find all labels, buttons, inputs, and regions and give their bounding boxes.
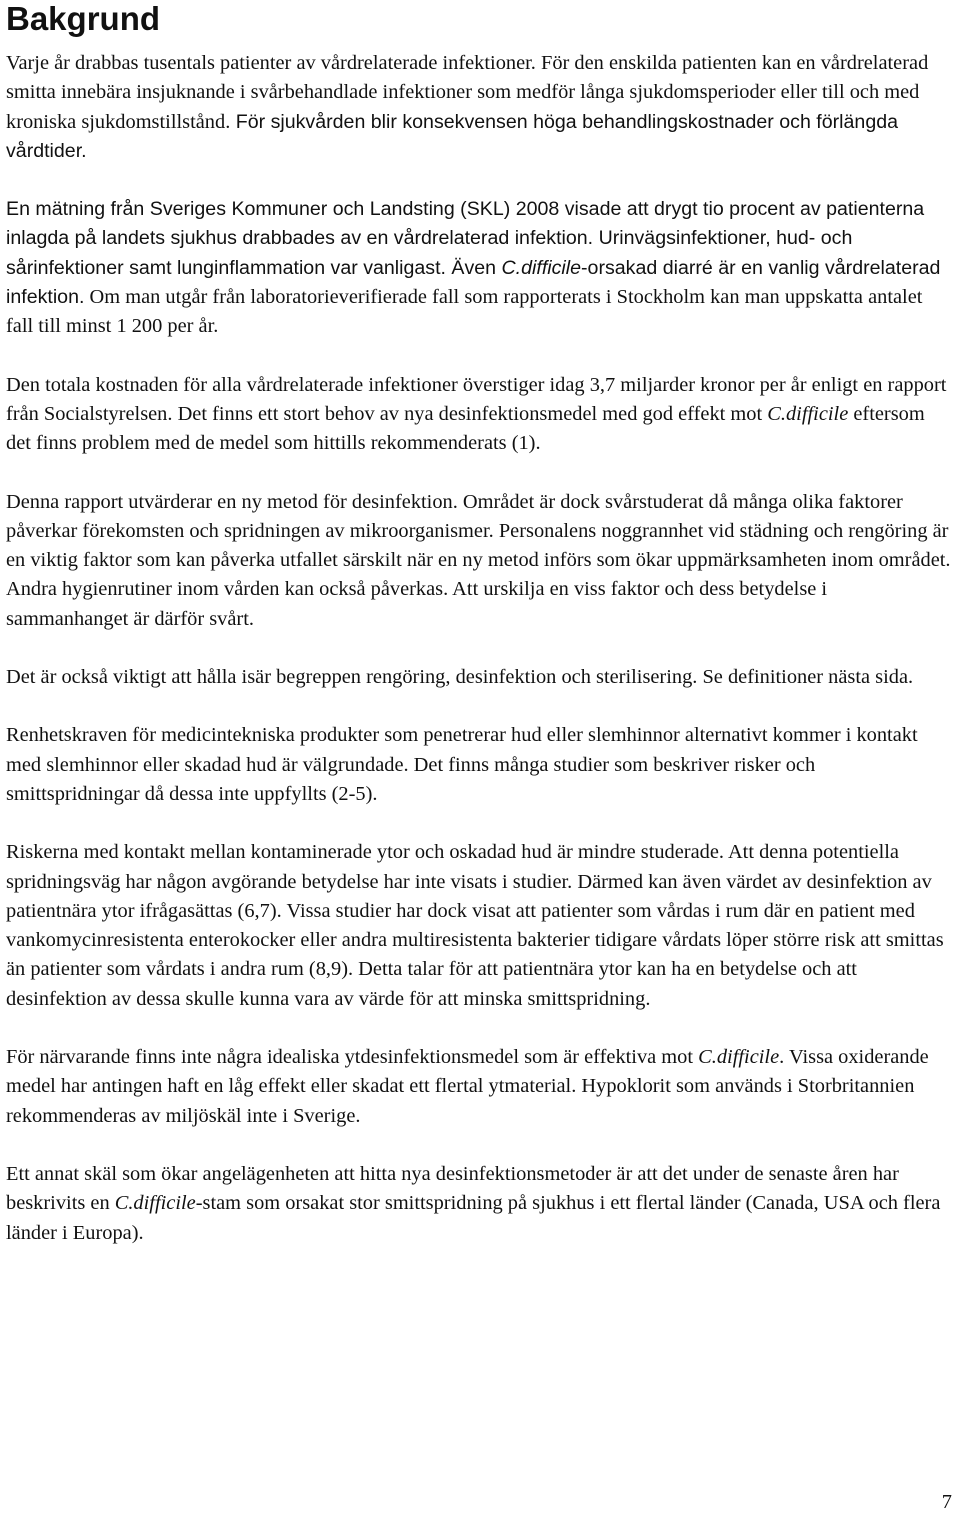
section-heading: Bakgrund: [6, 0, 161, 37]
paragraph-2-part-a: En mätning från Sveriges Kommuner och Landsting (SKL) 2008 visade att drygt tio procent av patienterna inlagda på landets sjukhus drabbades av en vårdrelaterad infektion.: [6, 198, 925, 250]
paragraph-9-italic: C.difficile: [114, 1192, 196, 1215]
paragraph-3-italic: C.difficile: [767, 402, 849, 425]
document-page: [6, 0, 952, 1248]
paragraph-5: Det är också viktigt att hålla isär begreppen rengöring, desinfektion och sterilisering. Se definitioner nästa sida.: [6, 666, 914, 689]
paragraph-9: [6, 1160, 952, 1248]
paragraph-9-part-b: -stam som orsakat stor smittspridning på sjukhus i ett flertal länder (Canada, USA och flera länder i Europa).: [6, 1192, 941, 1244]
page-number: 7: [941, 1491, 952, 1513]
paragraph-3-part-a: Den totala kostnaden för alla vårdrelaterade infektioner överstiger idag 3,7 miljarder kronor per år enligt en rapport från Socialstyrelsen. Det finns ett stort behov av nya desinfektionsmedel med god effekt mot: [6, 373, 947, 425]
paragraph-2-italic: C.difficile: [501, 256, 582, 279]
paragraph-2-part-c: -orsakad diarré är en vanlig vårdrelaterad infektion.: [6, 256, 941, 309]
paragraph-8-part-b: . Vissa oxiderande medel har antingen haft en låg effekt eller skadat ett flertal ytmaterial. Hypoklorit som används i Storbritannien rekommenderas av miljöskäl inte i Sverige.: [6, 1046, 929, 1127]
paragraph-2: [6, 195, 952, 341]
paragraph-3: [6, 371, 952, 459]
paragraph-2-part-d: Om man utgår från laboratorieverifierade fall som rapporterats i Stockholm kan man uppskatta antalet fall till minst 1 200 per år.: [6, 286, 923, 338]
paragraph-3-part-b: eftersom det finns problem med de medel som hittills rekommenderats (1).: [6, 402, 925, 455]
paragraph-1-part-b: För sjukvården blir konsekvensen höga behandlingskostnader och förlängda vårdtider.: [6, 110, 899, 162]
paragraph-6: Renhetskraven för medicintekniska produkter som penetrerar hud eller slemhinnor alternativt kommer i kontakt med slemhinnor eller skadad hud är välgrundade. Det finns många studier som beskriver risker och smittspridningar då dessa inte uppfyllts (2-5).: [6, 724, 918, 805]
paragraph-4: Denna rapport utvärderar en ny metod för desinfektion. Området är dock svårstuderat då många olika faktorer påverkar förekomsten och spridningen av mikroorganismer. Personalens noggrannhet vid städning och rengöring är en viktig faktor som kan påverka utfallet särskilt när en ny metod införs som ökar uppmärksamheten inom området. Andra hygienrutiner inom vården kan också påverkas. Att urskilja en viss faktor och dess betydelse i sammanhanget är därför svårt.: [6, 490, 951, 630]
paragraph-9-part-a: Ett annat skäl som ökar angelägenheten att hitta nya desinfektionsmetoder är att det under de senaste åren har beskrivits en: [6, 1162, 899, 1215]
paragraph-8-italic: C.difficile: [698, 1046, 780, 1069]
paragraph-1-part-a: Varje år drabbas tusentals patienter av vårdrelaterade infektioner. För den enskilda patienten kan en vårdrelaterad smitta innebära insjuknande i svårbehandlade infektioner som medför långa sjukdomsperioder eller till och med kroniska sjukdomstillstånd.: [6, 52, 929, 133]
paragraph-8: [6, 1043, 952, 1131]
paragraph-1: [6, 49, 952, 166]
paragraph-8-part-a: För närvarande finns inte några idealiska ytdesinfektionsmedel som är effektiva mot: [6, 1046, 699, 1069]
paragraph-7: Riskerna med kontakt mellan kontaminerade ytor och oskadad hud är mindre studerade. Att denna potentiella spridningsväg har någon avgörande betydelse har inte visats i studier. Därmed kan även värdet av desinfektion av patientnära ytor ifrågasättas (6,7). Vissa studier har dock visat att patienter som vårdas i rum där en patient med vankomycinresistenta enterokocker eller andra multiresistenta bakterier tidigare vårdats löper större risk att smittas än patienter som vårdats i andra rum (8,9). Detta talar för att patientnära ytor kan ha en betydelse och att desinfektion av dessa skulle kunna vara av värde för att minska smittspridning.: [6, 841, 944, 1010]
paragraph-2-part-b: Urinvägsinfektioner, hud- och sårinfektioner samt lunginflammation var vanligast. Även: [6, 227, 853, 279]
